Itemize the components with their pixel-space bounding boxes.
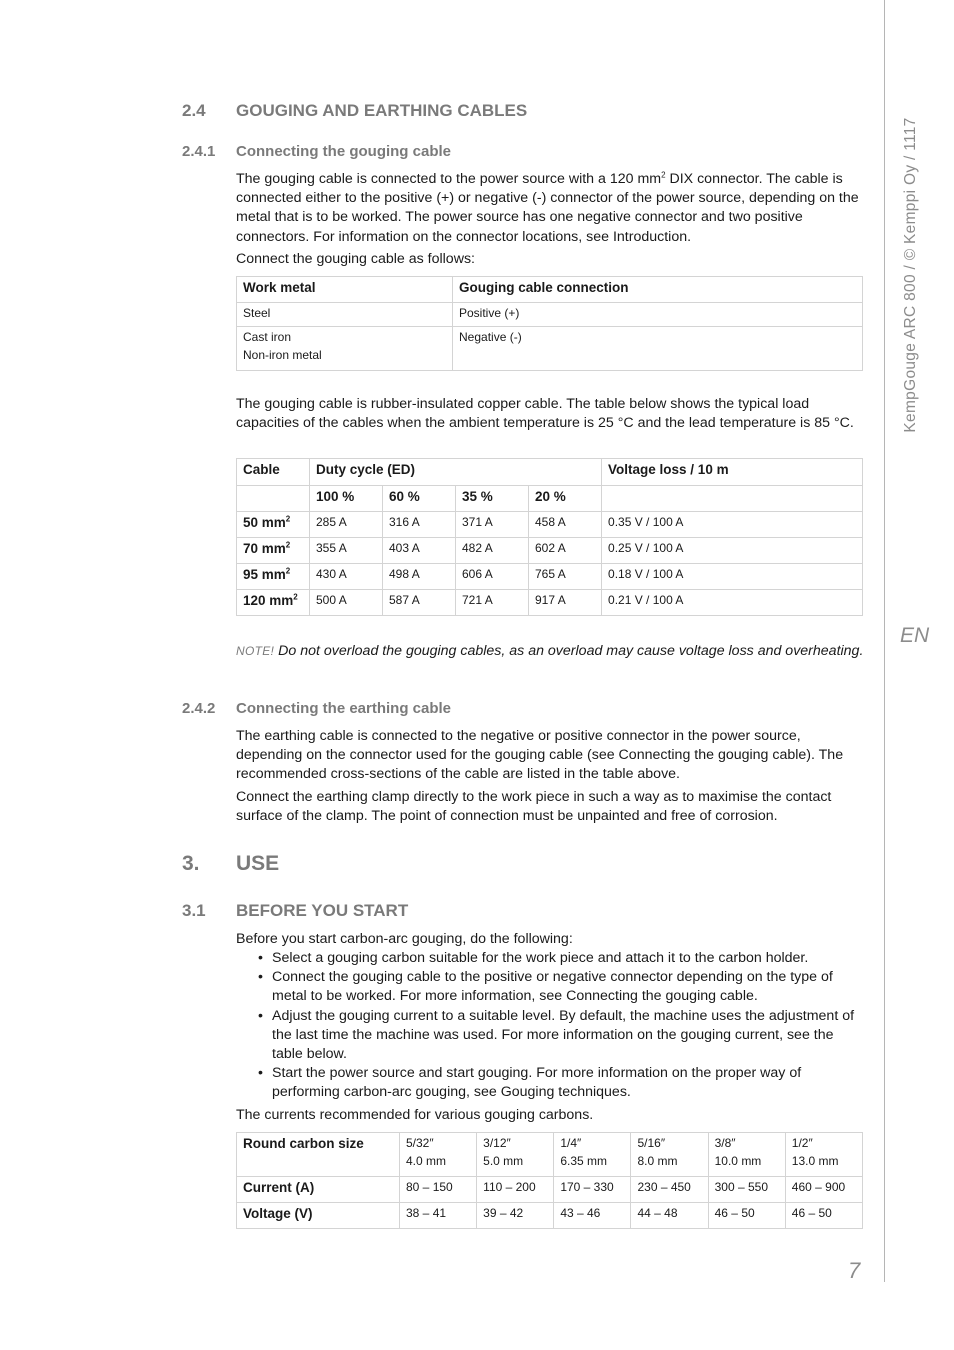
paragraph: The currents recommended for various gouging carbons.: [236, 1107, 594, 1123]
table-row: [237, 538, 863, 564]
subsection-number: 2.4.1: [182, 143, 216, 160]
table-header: Work metal: [237, 277, 453, 303]
table-cell: 5/16″ 8.0 mm: [631, 1133, 708, 1177]
table-header: Gouging cable connection: [453, 277, 863, 303]
paragraph: Connect the earthing clamp directly to the work piece in such a way as to maximise the contact surface of the clamp. The point of connection must be unpainted and free of corrosion.: [236, 789, 832, 825]
paragraph: The earthing cable is connected to the negative or positive connector in the power source, depending on the connector used for the gouging cable (see Connecting the gouging cable). The recommended cross-sections of the cable are listed in the table above.: [236, 728, 844, 783]
table-cell: 917 A: [529, 590, 602, 616]
table-cell: 5/32″ 4.0 mm: [400, 1133, 477, 1177]
table-cell: 606 A: [456, 564, 529, 590]
table-header: 20 %: [529, 486, 602, 512]
table-cell: 500 A: [310, 590, 383, 616]
steps-list: [256, 949, 864, 1103]
table-cell: 44 – 48: [631, 1203, 708, 1229]
table-cell: 43 – 46: [554, 1203, 631, 1229]
page-number: 7: [848, 1258, 861, 1283]
table-header: 60 %: [383, 486, 456, 512]
chapter-number: 3.: [182, 852, 200, 875]
table-header: Voltage loss / 10 m: [602, 459, 863, 486]
note: NOTE! Do not overload the gouging cables, as an overload may cause voltage loss and overheating.: [236, 643, 864, 659]
table-cell: 46 – 50: [785, 1203, 862, 1229]
cable-capacity-table: [236, 458, 863, 616]
table-cell: 1/2″ 13.0 mm: [785, 1133, 862, 1177]
table-header: Current (A): [237, 1177, 400, 1203]
table-cell: 0.18 V / 100 A: [602, 564, 863, 590]
table-cell: 170 – 330: [554, 1177, 631, 1203]
table-row: [237, 1203, 863, 1229]
table-cell: 95 $mm^2$: [237, 564, 310, 590]
table-cell: 430 A: [310, 564, 383, 590]
sidebar-divider: [884, 0, 885, 1282]
table-cell: 587 A: [383, 590, 456, 616]
table-cell: 1/4″ 6.35 mm: [554, 1133, 631, 1177]
table-row: [237, 512, 863, 538]
table-cell: 721 A: [456, 590, 529, 616]
list-item: • Adjust the gouging current to a suitable level. By default, the machine uses the adjustment of the last time the machine was used. For more information on the gouging current, see the table below.: [256, 1007, 864, 1065]
table-cell: 46 – 50: [708, 1203, 785, 1229]
paragraph: Before you start carbon-arc gouging, do the following:: [236, 931, 573, 947]
subsection-title: Connecting the gouging cable: [236, 143, 451, 160]
subsection-title: Connecting the earthing cable: [236, 700, 452, 717]
table-cell: 3/8″ 10.0 mm: [708, 1133, 785, 1177]
table-cell: 230 – 450: [631, 1177, 708, 1203]
table-cell: 110 – 200: [477, 1177, 554, 1203]
table-cell: 285 A: [310, 512, 383, 538]
paragraph: Connect the gouging cable as follows:: [236, 251, 475, 267]
chapter-title: USE: [236, 852, 280, 875]
table-header: Duty cycle (ED): [310, 459, 602, 486]
table-cell: 70 $mm^2$: [237, 538, 310, 564]
table-cell: 39 – 42: [477, 1203, 554, 1229]
table-cell: 403 A: [383, 538, 456, 564]
section-number: 3.1: [182, 901, 206, 920]
table-cell: 498 A: [383, 564, 456, 590]
paragraph: The gouging cable is connected to the power source with a 120 $mm^2$ DIX connector. The cable is connected either to the positive (+) or negative (-) connector of the power source, depending on the metal that is to be worked. The power source has one negative connector and two positive connectors. For information on the connector locations, see Introduction.: [236, 170, 859, 245]
table-cell: 50 $mm^2$: [237, 512, 310, 538]
language-label: EN: [900, 624, 930, 647]
table-cell: 355 A: [310, 538, 383, 564]
list-item: • Connect the gouging cable to the positive or negative connector depending on the type of metal to be worked. For more information, see Connecting the gouging cable.: [256, 968, 864, 1006]
table-cell: 80 – 150: [400, 1177, 477, 1203]
table-cell: Negative (-): [453, 327, 863, 371]
table-row: [237, 1177, 863, 1203]
table-cell: 371 A: [456, 512, 529, 538]
list-item: • Start the power source and start gouging. For more information on the proper way of performing carbon-arc gouging, see Gouging techniques.: [256, 1064, 864, 1102]
table-row: [237, 303, 863, 327]
document-title: KempGouge ARC 800 / © Kemppi Oy / 1117: [902, 117, 919, 433]
table-cell: 602 A: [529, 538, 602, 564]
carbon-current-table: [236, 1132, 863, 1229]
table-header: 100 %: [310, 486, 383, 512]
table-cell: 38 – 41: [400, 1203, 477, 1229]
table-cell: 300 – 550: [708, 1177, 785, 1203]
table-header: Voltage (V): [237, 1203, 400, 1229]
table-header: Cable: [237, 459, 310, 486]
table-cell: 460 – 900: [785, 1177, 862, 1203]
table-header: 35 %: [456, 486, 529, 512]
section-title: BEFORE YOU START: [236, 901, 409, 920]
section-number: 2.4: [182, 101, 206, 120]
list-item: • Select a gouging carbon suitable for the work piece and attach it to the carbon holder.: [256, 949, 864, 968]
connection-table: [236, 276, 863, 371]
table-cell: 120 $mm^2$: [237, 590, 310, 616]
subsection-number: 2.4.2: [182, 700, 216, 717]
table-cell: 765 A: [529, 564, 602, 590]
table-cell: 3/12″ 5.0 mm: [477, 1133, 554, 1177]
table-row: [237, 590, 863, 616]
table-cell: 482 A: [456, 538, 529, 564]
table-cell: Steel: [237, 303, 453, 327]
table-cell: Positive (+): [453, 303, 863, 327]
table-cell: 0.35 V / 100 A: [602, 512, 863, 538]
table-cell: 0.21 V / 100 A: [602, 590, 863, 616]
table-cell: 458 A: [529, 512, 602, 538]
table-row: [237, 327, 863, 371]
paragraph: The gouging cable is rubber-insulated copper cable. The table below shows the typical load capacities of the cables when the ambient temperature is 25 °C and the lead temperature is 85 °C.: [236, 396, 854, 432]
section-title: GOUGING AND EARTHING CABLES: [236, 101, 528, 120]
table-cell: 0.25 V / 100 A: [602, 538, 863, 564]
table-cell: 316 A: [383, 512, 456, 538]
table-cell: Cast iron Non-iron metal: [237, 327, 453, 371]
table-row: [237, 564, 863, 590]
table-row: [237, 1133, 863, 1177]
table-header: Round carbon size: [237, 1133, 400, 1177]
